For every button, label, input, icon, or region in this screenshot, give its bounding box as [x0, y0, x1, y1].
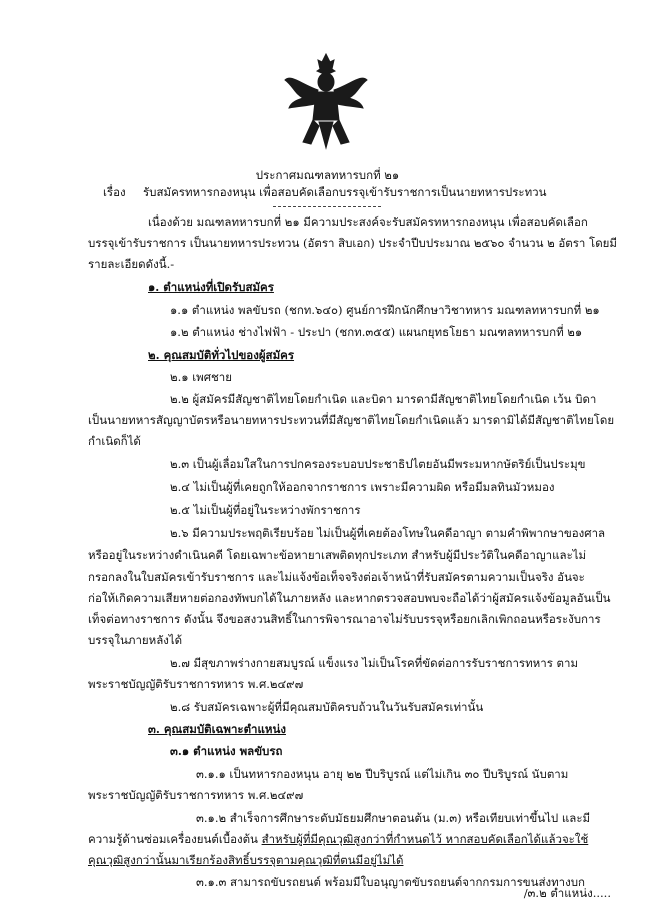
section-2-item: ๒.๔ ไม่เป็นผู้ที่เคยถูกให้ออกจากราชการ เพราะมีความผิด หรือมีมลทินมัวหมอง [170, 480, 555, 494]
section-2-item: เป็นนายทหารสัญญาบัตรหรือนายทหารประทวนที่มีสัญชาติไทยโดยกำเนิดแล้ว มารดามิได้มีสัญชาติไทยโดย [88, 413, 615, 427]
section-1-item: ๑.๑ ตำแหน่ง พลขับรถ (ชกท.๖๔๐) ศูนย์การฝึกนักศึกษาวิชาทหาร มณฑลทหารบกที่ ๒๑ [170, 303, 600, 317]
section-2-item: กำเนิดก็ได้ [88, 434, 141, 448]
section-2-item: ๒.๒ ผู้สมัครมีสัญชาติไทยโดยกำเนิด และบิดา มารดามีสัญชาติไทยโดยกำเนิด เว้น บิดา [170, 392, 597, 406]
section-3-item: ๓.๑.๑ เป็นทหารกองหนุน อายุ ๒๒ ปีบริบูรณ์ แต่ไม่เกิน ๓๐ ปีบริบูรณ์ นับตาม [196, 767, 569, 781]
section-3-item: ๓.๑.๒ สำเร็จการศึกษาระดับมัธยมศึกษาตอนต้น (ม.๓) หรือเทียบเท่าขึ้นไป และมี [196, 811, 591, 825]
section-3-subheading: ๓.๑ ตำแหน่ง พลขับรถ [170, 744, 283, 758]
section-3-item: ๓.๑.๓ สามารถขับรถยนต์ พร้อมมีใบอนุญาตขับรถยนต์จากกรมการขนส่งทางบก [196, 875, 586, 889]
section-3-item-note: คุณวุฒิสูงกว่านั้นมาเรียกร้องสิทธิ์บรรจุตามคุณวุฒิที่ตนมีอยู่ไม่ได้ [88, 853, 404, 867]
section-3-item-note: สำหรับผู้ที่มีคุณวุฒิสูงกว่าที่กำหนดไว้ หากสอบคัดเลือกได้แล้วจะใช้ [261, 832, 589, 846]
subject-label: เรื่อง [103, 185, 126, 199]
section-2-item: ๒.๕ ไม่เป็นผู้ที่อยู่ในระหว่างพักราชการ [170, 503, 361, 517]
section-2-item: ๒.๖ มีความประพฤติเรียบร้อย ไม่เป็นผู้ที่เคยต้องโทษในคดีอาญา ตามคำพิพากษาของศาล [170, 526, 606, 540]
continuation-note: /๓.๒ ตำแหน่ง..... [523, 886, 611, 900]
section-3-item [88, 832, 588, 846]
section-3-heading: ๓. คุณสมบัติเฉพาะตำแหน่ง [148, 722, 286, 736]
title-separator [273, 206, 381, 207]
section-2-item: ๒.๗ มีสุขภาพร่างกายสมบูรณ์ แข็งแรง ไม่เป็นโรคที่ขัดต่อการรับราชการทหาร ตาม [170, 656, 579, 670]
section-3-item-text: ความรู้ด้านซ่อมเครื่องยนต์เบื้องต้น [88, 832, 262, 846]
section-2-item: กรอกลงในใบสมัครเข้ารับราชการ และไม่แจ้งข้อเท็จจริงต่อเจ้าหน้าที่รับสมัครตามความเป็นจริง อันจะ [88, 570, 585, 584]
section-2-item: ก่อให้เกิดความเสียหายต่อกองทัพบกได้ในภายหลัง และหากตรวจสอบพบจะถือได้ว่าผู้สมัครแจ้งข้อมูลอันเป็น [88, 591, 611, 605]
section-1-item: ๑.๒ ตำแหน่ง ช่างไฟฟ้า - ประปา (ชกท.๓๕๕) แผนกยุทธโยธา มณฑลทหารบกที่ ๒๑ [170, 325, 583, 339]
section-2-item: ๒.๑ เพศชาย [170, 370, 233, 384]
intro-line: รายละเอียดดังนี้.- [88, 257, 175, 271]
subject-text: รับสมัครทหารกองหนุน เพื่อสอบคัดเลือกบรรจุเข้ารับราชการเป็นนายทหารประทวน [143, 185, 547, 199]
section-2-heading: ๒. คุณสมบัติทั่วไปของผู้สมัคร [148, 348, 295, 362]
section-1-heading: ๑. ตำแหน่งที่เปิดรับสมัคร [148, 280, 274, 294]
section-2-item: เท็จต่อทางราชการ ดังนั้น จึงขอสงวนสิทธิ์ในการพิจารณาอาจไม่รับบรรจุหรือยกเลิกเพิกถอนหรือระงับการ [88, 612, 601, 626]
section-2-item: หรืออยู่ในระหว่างดำเนินคดี โดยเฉพาะข้อหายาเสพติดทุกประเภท สำหรับผู้มีประวัติในคดีอาญาและไม่ [88, 548, 587, 562]
section-2-item: บรรจุในภายหลังได้ [88, 633, 183, 647]
garuda-emblem [283, 50, 369, 152]
intro-line: บรรจุเข้ารับราชการ เป็นนายทหารประทวน (อัตรา สิบเอก) ประจำปีบประมาณ ๒๕๖๐ จำนวน ๒ อัตรา โดยมี [88, 236, 617, 250]
section-3-item: พระราชบัญญัติรับราชการทหาร พ.ศ.๒๔๙๗ [88, 788, 304, 802]
announcement-title: ประกาศมณฑลทหารบกที่ ๒๑ [255, 168, 400, 182]
section-2-item: ๒.๘ รับสมัครเฉพาะผู้ที่มีคุณสมบัติครบถ้วนในวันรับสมัครเท่านั้น [170, 700, 484, 714]
section-2-item: ๒.๓ เป็นผู้เลื่อมใสในการปกครองระบอบประชาธิปไตยอันมีพระมหากษัตริย์เป็นประมุข [170, 457, 586, 471]
intro-line: เนื่องด้วย มณฑลทหารบกที่ ๒๑ มีความประสงค์จะรับสมัครทหารกองหนุน เพื่อสอบคัดเลือก [148, 215, 588, 229]
section-2-item: พระราชบัญญัติรับราชการทหาร พ.ศ.๒๔๙๗ [88, 677, 304, 691]
